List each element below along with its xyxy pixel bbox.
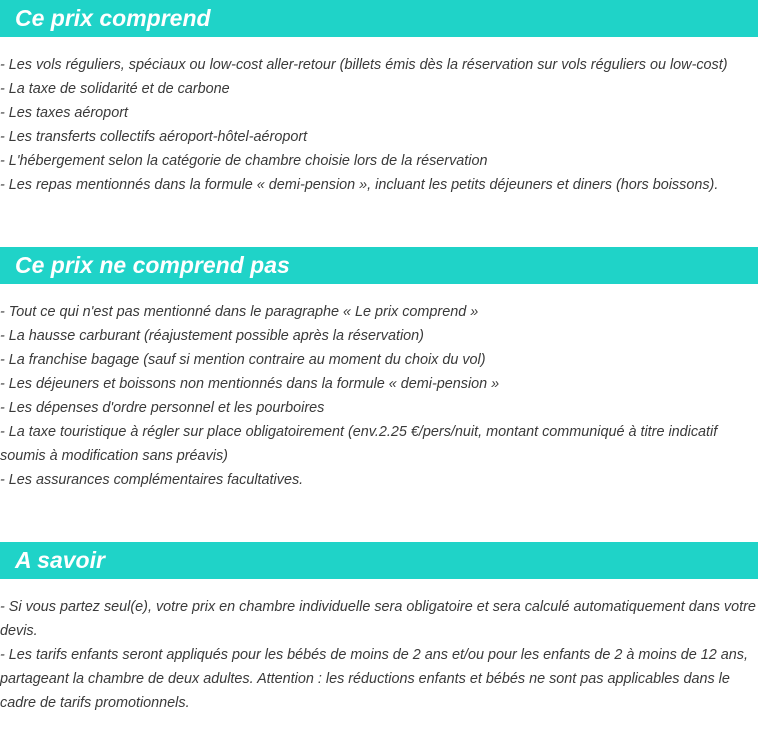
list-item: - Les vols réguliers, spéciaux ou low-cost aller-retour (billets émis dès la réservation sur vols réguliers ou low-cost) bbox=[0, 57, 728, 73]
list-item: - La taxe de solidarité et de carbone bbox=[0, 81, 230, 97]
section-title: Ce prix comprend bbox=[0, 0, 758, 37]
list-item: - Les dépenses d'ordre personnel et les pourboires bbox=[0, 400, 325, 416]
section-price-excludes bbox=[0, 247, 758, 492]
list-item: - Les transferts collectifs aéroport-hôtel-aéroport bbox=[0, 129, 308, 145]
list-item: - Les déjeuners et boissons non mentionnés dans la formule « demi-pension » bbox=[0, 376, 500, 392]
list-item: - Si vous partez seul(e), votre prix en chambre individuelle sera obligatoire et sera calculé automatiquement dans votre devis. bbox=[0, 599, 756, 639]
section-body bbox=[0, 53, 758, 197]
list-item: - L'hébergement selon la catégorie de chambre choisie lors de la réservation bbox=[0, 153, 488, 169]
list-item: - La franchise bagage (sauf si mention contraire au moment du choix du vol) bbox=[0, 352, 486, 368]
section-title: Ce prix ne comprend pas bbox=[0, 247, 758, 284]
list-item: - Les repas mentionnés dans la formule « demi-pension », incluant les petits déjeuners et diners (hors boissons). bbox=[0, 177, 719, 193]
list-item: - Les taxes aéroport bbox=[0, 105, 128, 121]
section-body bbox=[0, 595, 758, 715]
section-price-includes bbox=[0, 0, 758, 197]
list-item: - Les tarifs enfants seront appliqués pour les bébés de moins de 2 ans et/ou pour les enfants de 2 à moins de 12 ans, partageant la chambre de deux adultes. Attention : les réductions enfants et bébés ne sont pas applicables dans le cadre de tarifs promotionnels. bbox=[0, 647, 748, 711]
section-body bbox=[0, 300, 758, 492]
section-title: A savoir bbox=[0, 542, 758, 579]
list-item: - Les assurances complémentaires facultatives. bbox=[0, 472, 304, 488]
list-item: - Tout ce qui n'est pas mentionné dans le paragraphe « Le prix comprend » bbox=[0, 304, 479, 320]
list-item: - La taxe touristique à régler sur place obligatoirement (env.2.25 €/pers/nuit, montant communiqué à titre indicatif soumis à modification sans préavis) bbox=[0, 424, 718, 464]
list-item: - La hausse carburant (réajustement possible après la réservation) bbox=[0, 328, 424, 344]
section-good-to-know bbox=[0, 542, 758, 715]
